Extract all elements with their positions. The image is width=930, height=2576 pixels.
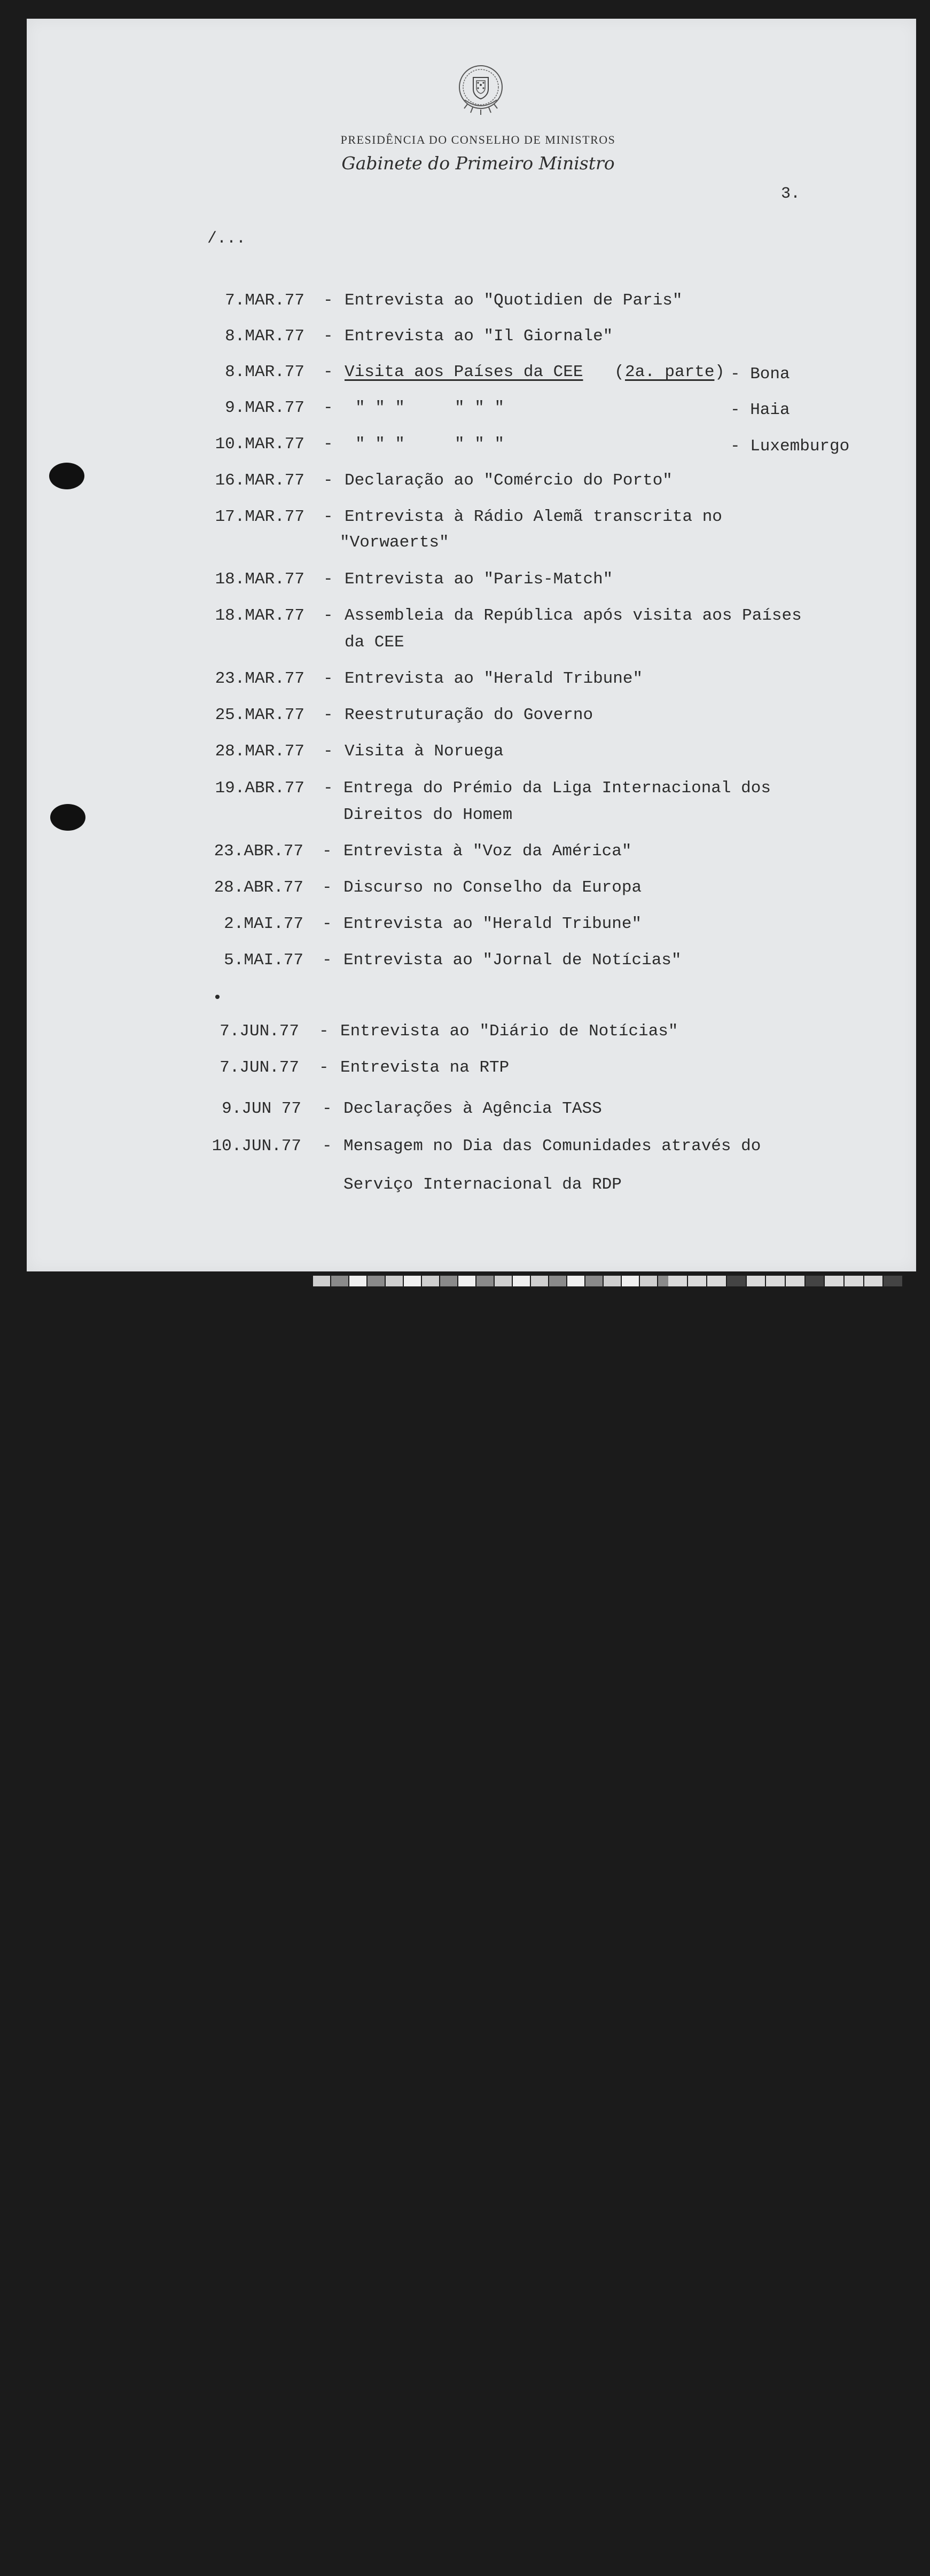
entry-dash: - bbox=[323, 291, 333, 310]
entry-dash: - bbox=[322, 1137, 332, 1156]
entry-text-continued: da CEE bbox=[345, 633, 404, 652]
entry-text: Visita aos Países da CEE bbox=[345, 363, 583, 381]
entry-dash: - bbox=[323, 706, 333, 724]
punch-hole bbox=[49, 463, 84, 489]
entry-dash: - bbox=[322, 951, 332, 970]
entry-date: 17.MAR.77 bbox=[215, 508, 304, 526]
entry-date: 28.MAR.77 bbox=[215, 742, 304, 761]
entry-text: Entrevista na RTP bbox=[340, 1058, 510, 1077]
entry-text: Assembleia da República após visita aos Países bbox=[345, 606, 802, 625]
entry-text: Entrevista à Rádio Alemã transcrita no bbox=[345, 508, 722, 526]
bullet-mark: • bbox=[213, 989, 223, 1008]
entry-text-paren-open: ( bbox=[614, 363, 624, 381]
continuation-mark: /... bbox=[207, 230, 246, 248]
entry-date: 7.JUN.77 bbox=[220, 1058, 299, 1077]
entry-text: Entrevista ao "Diário de Notícias" bbox=[340, 1022, 678, 1041]
entry-date: 18.MAR.77 bbox=[215, 570, 304, 589]
entry-dash: - bbox=[323, 606, 333, 625]
entry-dash: - bbox=[322, 1099, 332, 1118]
entry-text: Entrevista à "Voz da América" bbox=[343, 842, 632, 861]
entry-date: 23.MAR.77 bbox=[215, 669, 304, 688]
entry-text-continued: Serviço Internacional da RDP bbox=[343, 1175, 622, 1194]
entry-date: 19.ABR.77 bbox=[215, 779, 304, 798]
entry-place: - Bona bbox=[730, 365, 790, 384]
entry-text: Entrevista ao "Herald Tribune" bbox=[345, 669, 643, 688]
entry-date: 8.MAR.77 bbox=[225, 363, 304, 381]
entry-text-part: 2a. parte bbox=[625, 363, 715, 381]
entry-place: - Luxemburgo bbox=[730, 437, 850, 456]
entry-dash: - bbox=[323, 669, 333, 688]
entry-text: Entrevista ao "Jornal de Notícias" bbox=[343, 951, 682, 970]
entry-ditto: " " " " " " bbox=[355, 435, 505, 454]
entry-text: Entrevista ao "Il Giornale" bbox=[345, 327, 613, 346]
entry-date: 25.MAR.77 bbox=[215, 706, 304, 724]
entry-dash: - bbox=[322, 842, 332, 861]
entry-date: 10.JUN.77 bbox=[212, 1137, 301, 1156]
entry-date: 23.ABR.77 bbox=[214, 842, 303, 861]
entry-dash: - bbox=[323, 779, 333, 798]
entry-text: Visita à Noruega bbox=[345, 742, 504, 761]
entry-date: 5.MAI.77 bbox=[224, 951, 303, 970]
header-title: PRESIDÊNCIA DO CONSELHO DE MINISTROS bbox=[340, 133, 616, 146]
entry-dash: - bbox=[322, 878, 332, 897]
entry-text-continued: Direitos do Homem bbox=[343, 806, 513, 824]
entry-dash: - bbox=[322, 915, 332, 933]
coat-of-arms-emblem bbox=[454, 61, 507, 121]
entry-ditto: " " " " " " bbox=[355, 399, 505, 417]
entry-date: 16.MAR.77 bbox=[215, 471, 304, 490]
entry-date: 9.JUN 77 bbox=[222, 1099, 301, 1118]
page-number: 3. bbox=[781, 185, 801, 203]
entry-text: Discurso no Conselho da Europa bbox=[343, 878, 642, 897]
entry-date: 8.MAR.77 bbox=[225, 327, 304, 346]
scan-edge-strip bbox=[312, 1276, 676, 1286]
entry-text: Mensagem no Dia das Comunidades através do bbox=[343, 1137, 761, 1156]
entry-dash: - bbox=[323, 327, 333, 346]
entry-dash: - bbox=[323, 742, 333, 761]
entry-text: Entrevista ao "Paris-Match" bbox=[345, 570, 613, 589]
punch-hole bbox=[50, 804, 85, 831]
entry-date: 28.ABR.77 bbox=[214, 878, 303, 897]
entry-text: Entrevista ao "Quotidien de Paris" bbox=[345, 291, 683, 310]
entry-dash: - bbox=[323, 471, 333, 490]
entry-text: Entrega do Prémio da Liga Internacional dos bbox=[343, 779, 771, 798]
header-subtitle: Gabinete do Primeiro Ministro bbox=[341, 153, 615, 174]
entry-text: Declarações à Agência TASS bbox=[343, 1099, 602, 1118]
entry-text-continued: "Vorwaerts" bbox=[340, 533, 449, 552]
entry-dash: - bbox=[323, 570, 333, 589]
scan-edge-strip bbox=[668, 1276, 903, 1286]
entry-text-paren-close: ) bbox=[715, 363, 725, 381]
entry-place: - Haia bbox=[730, 401, 790, 419]
entry-dash: - bbox=[323, 435, 333, 454]
entry-dash: - bbox=[323, 399, 333, 417]
entry-text: Declaração ao "Comércio do Porto" bbox=[345, 471, 673, 490]
entry-date: 7.MAR.77 bbox=[225, 291, 304, 310]
entry-date: 18.MAR.77 bbox=[215, 606, 304, 625]
document-page bbox=[27, 19, 916, 1271]
entry-dash: - bbox=[323, 508, 333, 526]
entry-text: Entrevista ao "Herald Tribune" bbox=[343, 915, 642, 933]
entry-dash: - bbox=[319, 1058, 329, 1077]
entry-dash: - bbox=[323, 363, 333, 381]
entry-date: 7.JUN.77 bbox=[220, 1022, 299, 1041]
entry-text: Reestruturação do Governo bbox=[345, 706, 593, 724]
entry-date: 10.MAR.77 bbox=[215, 435, 304, 454]
entry-dash: - bbox=[319, 1022, 329, 1041]
entry-date: 2.MAI.77 bbox=[224, 915, 303, 933]
entry-date: 9.MAR.77 bbox=[225, 399, 304, 417]
